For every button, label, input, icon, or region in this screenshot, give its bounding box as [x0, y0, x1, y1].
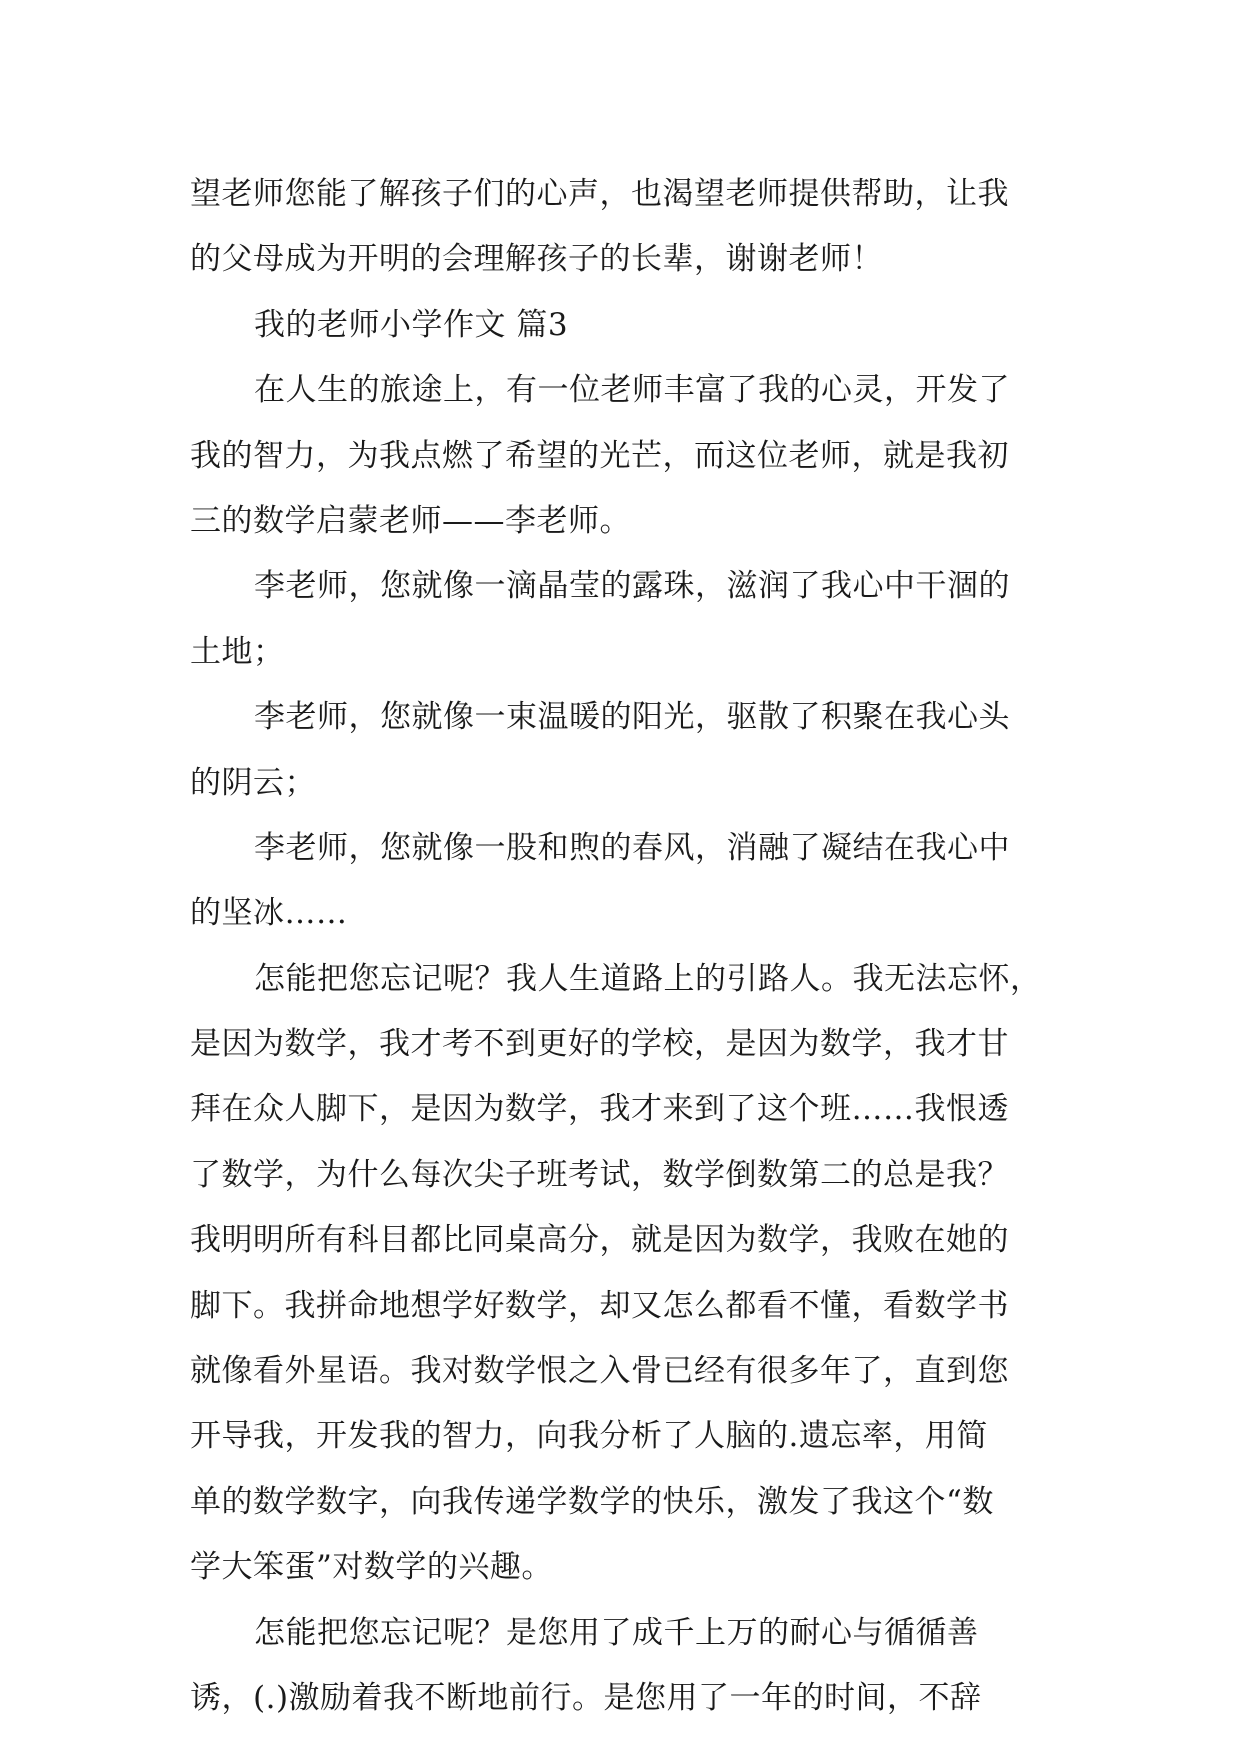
text-line: 怎能把您忘记呢？我人生道路上的引路人。我无法忘怀，	[254, 960, 1042, 997]
text-line: 怎能把您忘记呢？是您用了成千上万的耐心与循循善	[254, 1614, 979, 1651]
text-line: 单的数学数字，向我传递学数学的快乐，激发了我这个“数	[190, 1483, 994, 1520]
text-line: 学大笨蛋”对数学的兴趣。	[190, 1549, 553, 1586]
text-line: 诱，(.)激励着我不断地前行。是您用了一年的时间，不辞	[190, 1679, 982, 1716]
text-line: 李老师，您就像一束温暖的阳光，驱散了积聚在我心头	[254, 699, 1010, 736]
text-line: 李老师，您就像一滴晶莹的露珠，滋润了我心中干涸的	[254, 568, 1010, 605]
text-line: 开导我，开发我的智力，向我分析了人脑的.遗忘率，用简	[190, 1418, 988, 1455]
text-line: 三的数学启蒙老师——李老师。	[190, 502, 631, 539]
text-line: 我的智力，为我点燃了希望的光芒，而这位老师，就是我初	[190, 437, 1009, 474]
text-line: 李老师，您就像一股和煦的春风，消融了凝结在我心中	[254, 829, 1010, 866]
text-line: 在人生的旅途上，有一位老师丰富了我的心灵，开发了	[254, 372, 1010, 409]
body-text	[190, 162, 1060, 1731]
section-heading: 我的老师小学作文 篇3	[254, 306, 569, 343]
text-line: 了数学，为什么每次尖子班考试，数学倒数第二的总是我？	[190, 1156, 1009, 1193]
text-line: 我明明所有科目都比同桌高分，就是因为数学，我败在她的	[190, 1222, 1009, 1259]
text-line: 拜在众人脚下，是因为数学，我才来到了这个班……我恨透	[190, 1091, 1009, 1128]
text-line: 的父母成为开明的会理解孩子的长辈，谢谢老师！	[190, 241, 883, 278]
text-line: 土地；	[190, 633, 285, 670]
text-line: 就像看外星语。我对数学恨之入骨已经有很多年了，直到您	[190, 1353, 1009, 1390]
text-line: 的阴云；	[190, 764, 316, 801]
text-line: 的坚冰……	[190, 895, 348, 932]
text-line: 脚下。我拼命地想学好数学，却又怎么都看不懂，看数学书	[190, 1287, 1009, 1324]
text-line: 望老师您能了解孩子们的心声，也渴望老师提供帮助，让我	[190, 176, 1009, 212]
text-line: 是因为数学，我才考不到更好的学校，是因为数学，我才甘	[190, 1026, 1009, 1063]
